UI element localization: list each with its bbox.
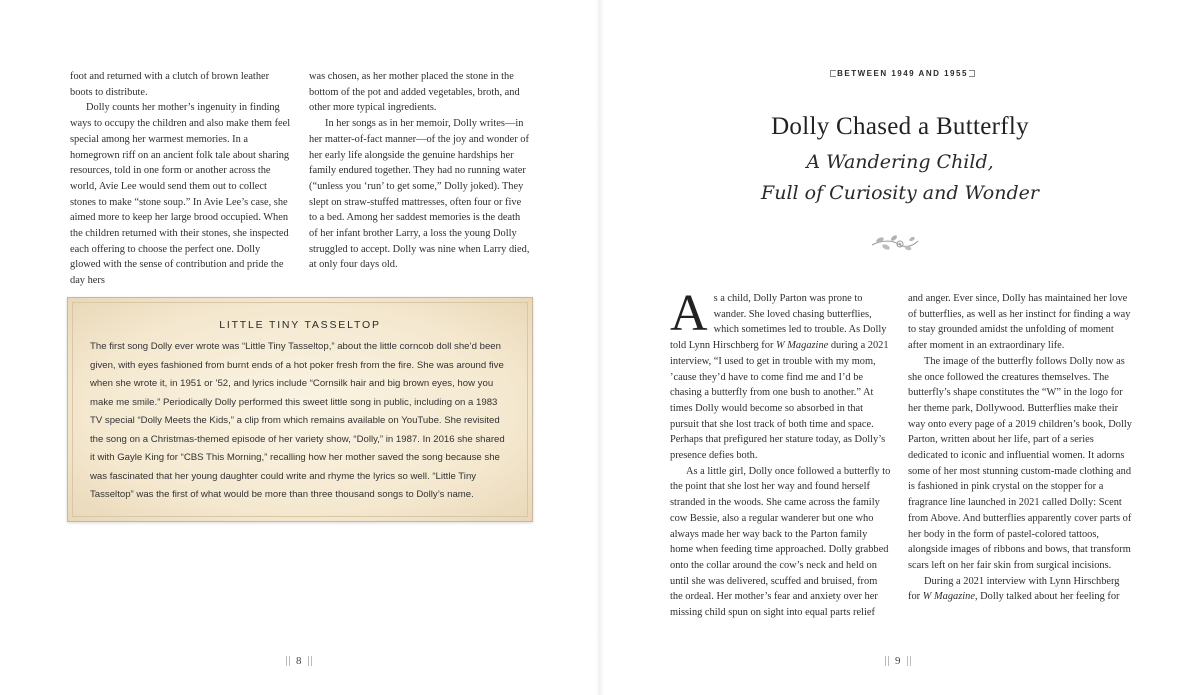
right-page xyxy=(600,0,1200,695)
text-run: during a 2021 interview, “I used to get in trouble with my mom, ’cause they’d have to come find me and I’d be chasing a butterfly from one bush to another.” At times Dolly would become so absorbed in that pursuit that she lost track of both time and space. Perhaps that prefigured her stature today, as Dolly’s presence defies both. xyxy=(670,340,889,462)
floral-ornament-icon xyxy=(868,228,922,258)
sidebar-box xyxy=(67,297,533,522)
subtitle-line: A Wandering Child, xyxy=(806,151,994,173)
folio-ornament xyxy=(308,656,312,666)
chapter-title: Dolly Chased a Butterfly xyxy=(771,113,1029,140)
text-run: During a 2021 interview with Lynn Hirschberg for xyxy=(908,575,1120,603)
text-run: , Dolly talked about her feeling for xyxy=(974,591,1120,603)
drop-cap: A xyxy=(670,285,708,342)
magazine-name: W Magazine xyxy=(922,591,975,603)
page-number-left xyxy=(286,655,312,667)
folio-ornament xyxy=(907,656,911,666)
era-bracket-left xyxy=(830,70,836,77)
left-page-column-2 xyxy=(309,69,531,273)
left-page-column-1 xyxy=(70,69,292,289)
subtitle-line: Full of Curiosity and Wonder xyxy=(761,182,1039,204)
paragraph xyxy=(908,574,1132,605)
right-page-column-2 xyxy=(908,291,1132,605)
paragraph: Dolly counts her mother’s ingenuity in finding ways to occupy the children and also make them feel special among her warmest memories. In a homegrown riff on an ancient folk tale about sharing resources, told in one form or another across the world, Avie Lee would send them out to collect stones to make “stone soup.” In Avie Lee’s case, she aimed more to keep her large brood occupied. When the children returned with their stones, she inspected each offering to choose the perfect one. Dolly glowed with the sense of contribution and pride the day hers xyxy=(70,102,291,287)
page-number-right xyxy=(885,655,911,667)
era-bracket-right xyxy=(969,70,975,77)
paragraph: As a little girl, Dolly once followed a butterfly to the point that she lost her way and found herself stranded in the woods. She came across the family cow Bessie, also a regular wanderer but one who always made her way back to the Parton family home when feeding time approached. Dolly grabbed onto the collar around the cow’s neck and held on until she was delivered, scuffed and bruised, from the ordeal. Her mother’s fear and anxiety over her missing child spun on sight into equal parts relief xyxy=(670,465,891,619)
magazine-name: W Magazine xyxy=(776,340,829,352)
chapter-era xyxy=(830,69,975,78)
paragraph: The image of the butterfly follows Dolly now as she once followed the creatures themselves. The butterfly’s shape constitutes the “W” in the logo for her theme park, Dollywood. Butterflies make their way onto every page of a 2019 children’s book, Dolly Parton, written about her life, part of a series dedicated to iconic and influential women. It adorns some of her most stunning custom-made clothing and is fashioned in pink crystal on the stopper for a fragrance line launched in 2021 called Dolly: Scent from Above. And butterflies apparently cover parts of her body in the form of pastel-colored tattoos, alongside images of ribbons and bows, that transform scars left on her fair skin from surgical incisions. xyxy=(908,355,1132,571)
sidebar-title: LITTLE TINY TASSELTOP xyxy=(219,319,381,331)
paragraph: In her songs as in her memoir, Dolly writes—in her matter-of-fact manner—of the joy and wonder of her early life alongside the genuine hardships her family endured together. They had no running water (“unless you ‘run’ to get some,” Dolly joked). They slept on straw-stuffed mattresses, often four or five to a bed. Among her saddest memories is the death of her infant brother Larry, a loss the young Dolly struggled to accept. Dolly was nine when Larry died, at only four days old. xyxy=(309,118,530,271)
folio-ornament xyxy=(885,656,889,666)
sidebar-text: The first song Dolly ever wrote was “Little Tiny Tasseltop,” about the little corncob doll she’d been given, with eyes fashioned from burnt ends of a hot poker fresh from the fire. She was around five when she wrote it, in 1951 or ’52, and lyrics include “Cornsilk hair and big brown eyes, how you make me smile.” Periodically Dolly performed this sweet little song in public, including on a 1983 TV special “Dolly Meets the Kids,” a clip from which remains available on YouTube. She revisited the song on a Christmas-themed episode of her variety show, “Dolly,” in 1987. In 2016 she shared it with Gayle King for “CBS This Morning,” recalling how her mother saved the song because she was fascinated that her young daughter could write and rhyme the lyrics so well. “Little Tiny Tasseltop” was the first of what would be more than three thousand songs to Dolly’s name. xyxy=(90,341,505,500)
page-number: 8 xyxy=(296,655,302,667)
paragraph: foot and returned with a clutch of brown leather boots to distribute. xyxy=(70,71,270,98)
right-page-column-1 xyxy=(670,285,892,621)
chapter-subtitle xyxy=(700,147,1100,209)
paragraph: and anger. Ever since, Dolly has maintained her love of butterflies, as well as her instinct for finding a way to stay grounded amidst the unfolding of moment after moment in an extraordinary life. xyxy=(908,293,1131,352)
paragraph xyxy=(670,285,892,464)
paragraph: was chosen, as her mother placed the stone in the bottom of the pot and added vegetables, broth, and other more typical ingredients. xyxy=(309,71,520,114)
text-run: s a child, Dolly Parton was prone to wander. She loved chasing butterflies, which sometimes led to trouble. As Dolly told Lynn Hirschberg for xyxy=(670,293,887,352)
folio-ornament xyxy=(286,656,290,666)
era-label: BETWEEN 1949 AND 1955 xyxy=(837,69,968,78)
page-number: 9 xyxy=(895,655,901,667)
